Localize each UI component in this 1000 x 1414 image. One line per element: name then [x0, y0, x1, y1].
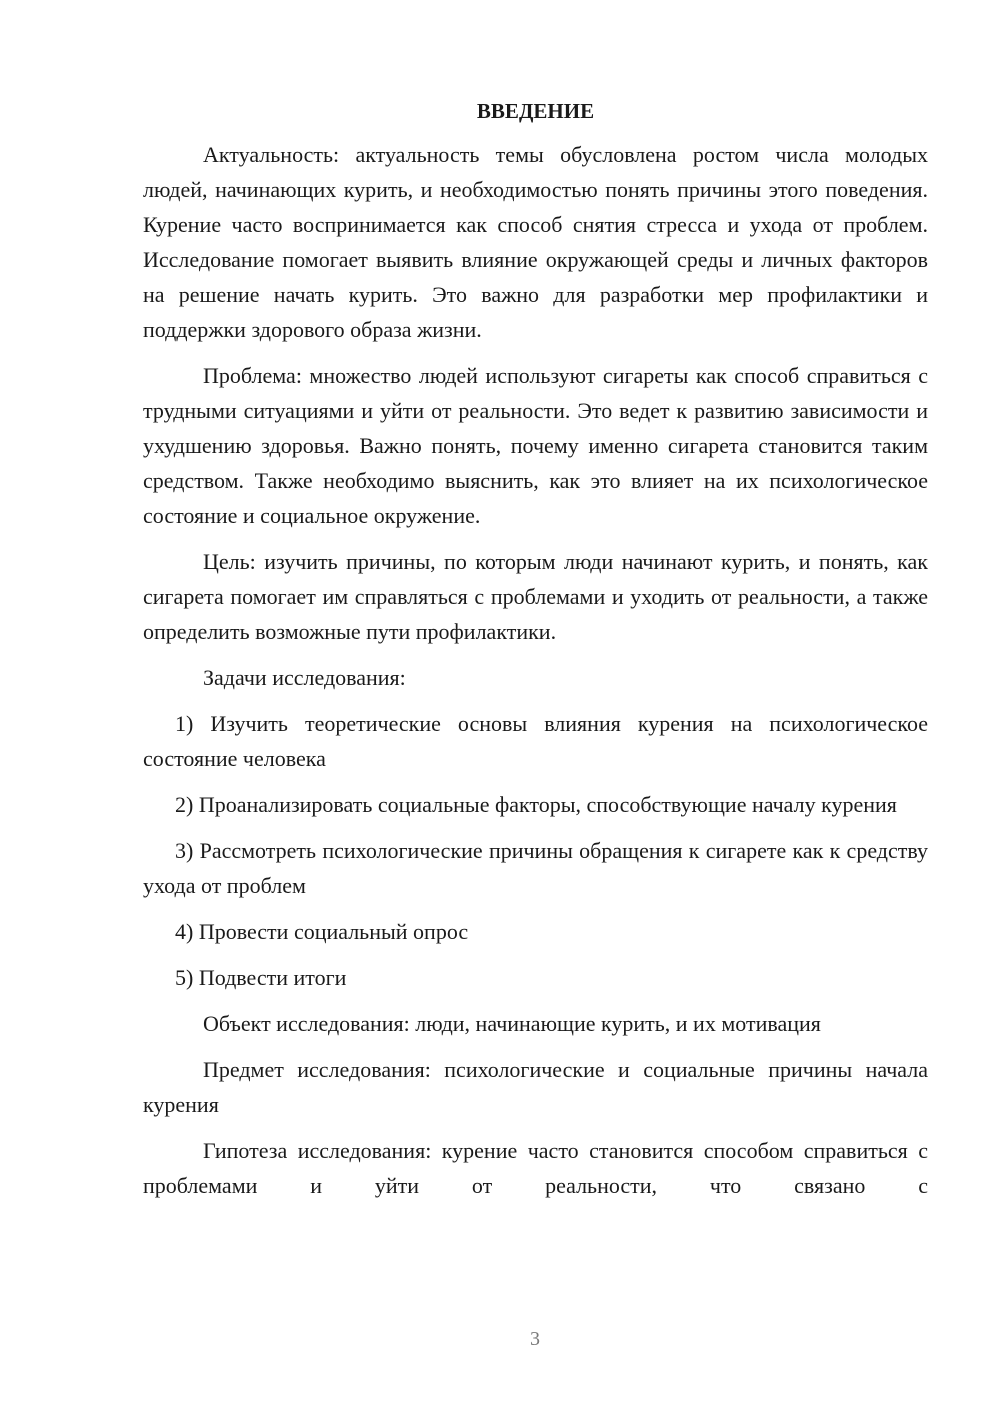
section-title: ВВЕДЕНИЕ	[476, 99, 595, 123]
task-item-5: 5) Подвести итоги	[175, 965, 347, 990]
task-item-2: 2) Проанализировать социальные факторы, способствующие началу курения	[175, 792, 897, 817]
document-page	[143, 96, 928, 1214]
paragraph-hypothesis: Гипотеза исследования: курение часто становится способом справиться с проблемами и уйти от реальности, что связано с	[143, 1138, 928, 1198]
paragraph-object: Объект исследования: люди, начинающие курить, и их мотивация	[203, 1011, 821, 1036]
task-item-3: 3) Рассмотреть психологические причины обращения к сигарете как к средству ухода от проблем	[143, 838, 928, 898]
paragraph-problem: Проблема: множество людей используют сигареты как способ справиться с трудными ситуациями и уйти от реальности. Это ведет к развитию зависимости и ухудшению здоровья. Важно понять, почему именно сигарета становится таким средством. Также необходимо выяснить, как это влияет на их психологическое состояние и социальное окружение.	[143, 363, 928, 528]
paragraph-relevance: Актуальность: актуальность темы обусловлена ростом числа молодых людей, начинающих курить, и необходимостью понять причины этого поведения. Курение часто воспринимается как способ снятия стресса и ухода от проблем. Исследование помогает выявить влияние окружающей среды и личных факторов на решение начать курить. Это важно для разработки мер профилактики и поддержки здорового образа жизни.	[143, 142, 928, 342]
task-item-1: 1) Изучить теоретические основы влияния курения на психологическое состояние человека	[143, 711, 928, 771]
task-item-4: 4) Провести социальный опрос	[175, 919, 469, 944]
paragraph-subject: Предмет исследования: психологические и социальные причины начала курения	[143, 1057, 928, 1117]
tasks-heading: Задачи исследования:	[203, 665, 406, 690]
page-number: 3	[530, 1328, 540, 1350]
paragraph-goal: Цель: изучить причины, по которым люди начинают курить, и понять, как сигарета помогает им справляться с проблемами и уходить от реальности, а также определить возможные пути профилактики.	[143, 549, 928, 644]
